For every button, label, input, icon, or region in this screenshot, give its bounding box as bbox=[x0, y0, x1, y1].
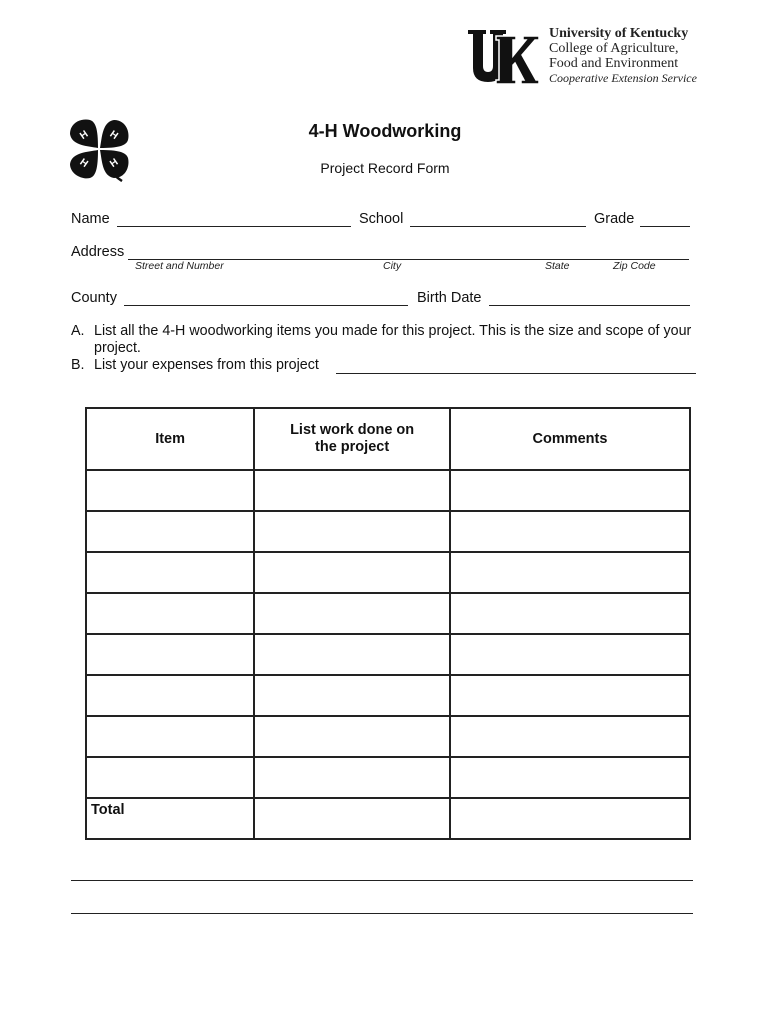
item-cell[interactable] bbox=[86, 675, 254, 716]
work-cell[interactable] bbox=[254, 634, 450, 675]
table-row bbox=[86, 470, 690, 511]
work-cell[interactable] bbox=[254, 511, 450, 552]
instructions bbox=[71, 323, 701, 374]
instruction-b bbox=[71, 357, 701, 374]
school-label: School bbox=[359, 211, 404, 227]
address-label: Address bbox=[71, 244, 125, 260]
street-sublabel: Street and Number bbox=[135, 260, 224, 272]
uk-logo-icon bbox=[466, 28, 540, 86]
clover-letter: H bbox=[78, 128, 91, 142]
work-cell[interactable] bbox=[254, 552, 450, 593]
page-title: 4-H Woodworking bbox=[308, 121, 462, 141]
table-row bbox=[86, 716, 690, 757]
item-cell[interactable] bbox=[86, 470, 254, 511]
item-cell[interactable] bbox=[86, 593, 254, 634]
uk-wordmark bbox=[549, 26, 759, 86]
item-cell[interactable] bbox=[86, 552, 254, 593]
county-field[interactable] bbox=[124, 305, 408, 306]
table-row bbox=[86, 675, 690, 716]
record-table bbox=[85, 407, 691, 840]
instruction-a bbox=[71, 323, 701, 357]
work-done-header-text: List work done on the project bbox=[290, 422, 415, 455]
column-header-comments: Comments bbox=[450, 408, 690, 470]
instruction-marker: B. bbox=[71, 357, 85, 373]
school-field[interactable] bbox=[410, 226, 586, 227]
item-cell[interactable] bbox=[86, 634, 254, 675]
total-label: Total bbox=[86, 798, 254, 839]
comments-cell[interactable] bbox=[450, 716, 690, 757]
notes-line[interactable] bbox=[71, 880, 693, 881]
table-row bbox=[86, 634, 690, 675]
comments-cell[interactable] bbox=[450, 675, 690, 716]
work-cell[interactable] bbox=[254, 593, 450, 634]
table-row bbox=[86, 593, 690, 634]
work-cell[interactable] bbox=[254, 716, 450, 757]
work-cell[interactable] bbox=[254, 470, 450, 511]
state-sublabel: State bbox=[545, 260, 570, 272]
comments-cell[interactable] bbox=[450, 470, 690, 511]
birth-date-label: Birth Date bbox=[417, 290, 482, 306]
item-cell[interactable] bbox=[86, 511, 254, 552]
table-row bbox=[86, 552, 690, 593]
column-header-item: Item bbox=[86, 408, 254, 470]
city-sublabel: City bbox=[383, 260, 402, 272]
comments-cell[interactable] bbox=[450, 552, 690, 593]
notes-line[interactable] bbox=[71, 913, 693, 914]
total-work-cell[interactable] bbox=[254, 798, 450, 839]
work-cell[interactable] bbox=[254, 757, 450, 798]
instruction-text: List your expenses from this project bbox=[94, 357, 319, 373]
comments-cell[interactable] bbox=[450, 634, 690, 675]
table-row bbox=[86, 511, 690, 552]
comments-cell[interactable] bbox=[450, 511, 690, 552]
clover-letter: H bbox=[108, 156, 121, 170]
page-subtitle: Project Record Form bbox=[320, 160, 450, 176]
item-cell[interactable] bbox=[86, 757, 254, 798]
extension-service: Cooperative Extension Service bbox=[549, 71, 697, 85]
comments-cell[interactable] bbox=[450, 593, 690, 634]
clover-letter: H bbox=[77, 156, 90, 170]
column-header-work-done bbox=[254, 408, 450, 470]
grade-label: Grade bbox=[594, 211, 635, 227]
table-row bbox=[86, 757, 690, 798]
name-field[interactable] bbox=[117, 226, 351, 227]
clover-letter: H bbox=[107, 128, 120, 142]
college-line-2: Food and Environment bbox=[549, 56, 679, 71]
work-cell[interactable] bbox=[254, 675, 450, 716]
instruction-marker: A. bbox=[71, 323, 85, 339]
table-total-row bbox=[86, 798, 690, 839]
institution-name: University of Kentucky bbox=[549, 26, 689, 41]
grade-field[interactable] bbox=[640, 226, 690, 227]
total-comments-cell[interactable] bbox=[450, 798, 690, 839]
comments-cell[interactable] bbox=[450, 757, 690, 798]
county-label: County bbox=[71, 290, 117, 306]
table-header-row bbox=[86, 408, 690, 470]
name-label: Name bbox=[71, 211, 110, 227]
birth-date-field[interactable] bbox=[489, 305, 690, 306]
instruction-text: List all the 4-H woodworking items you made for this project. This is the size and scope of your project. bbox=[94, 323, 692, 356]
expenses-field[interactable] bbox=[336, 373, 696, 374]
item-cell[interactable] bbox=[86, 716, 254, 757]
college-line-1: College of Agriculture, bbox=[549, 41, 679, 56]
zip-sublabel: Zip Code bbox=[613, 260, 656, 272]
